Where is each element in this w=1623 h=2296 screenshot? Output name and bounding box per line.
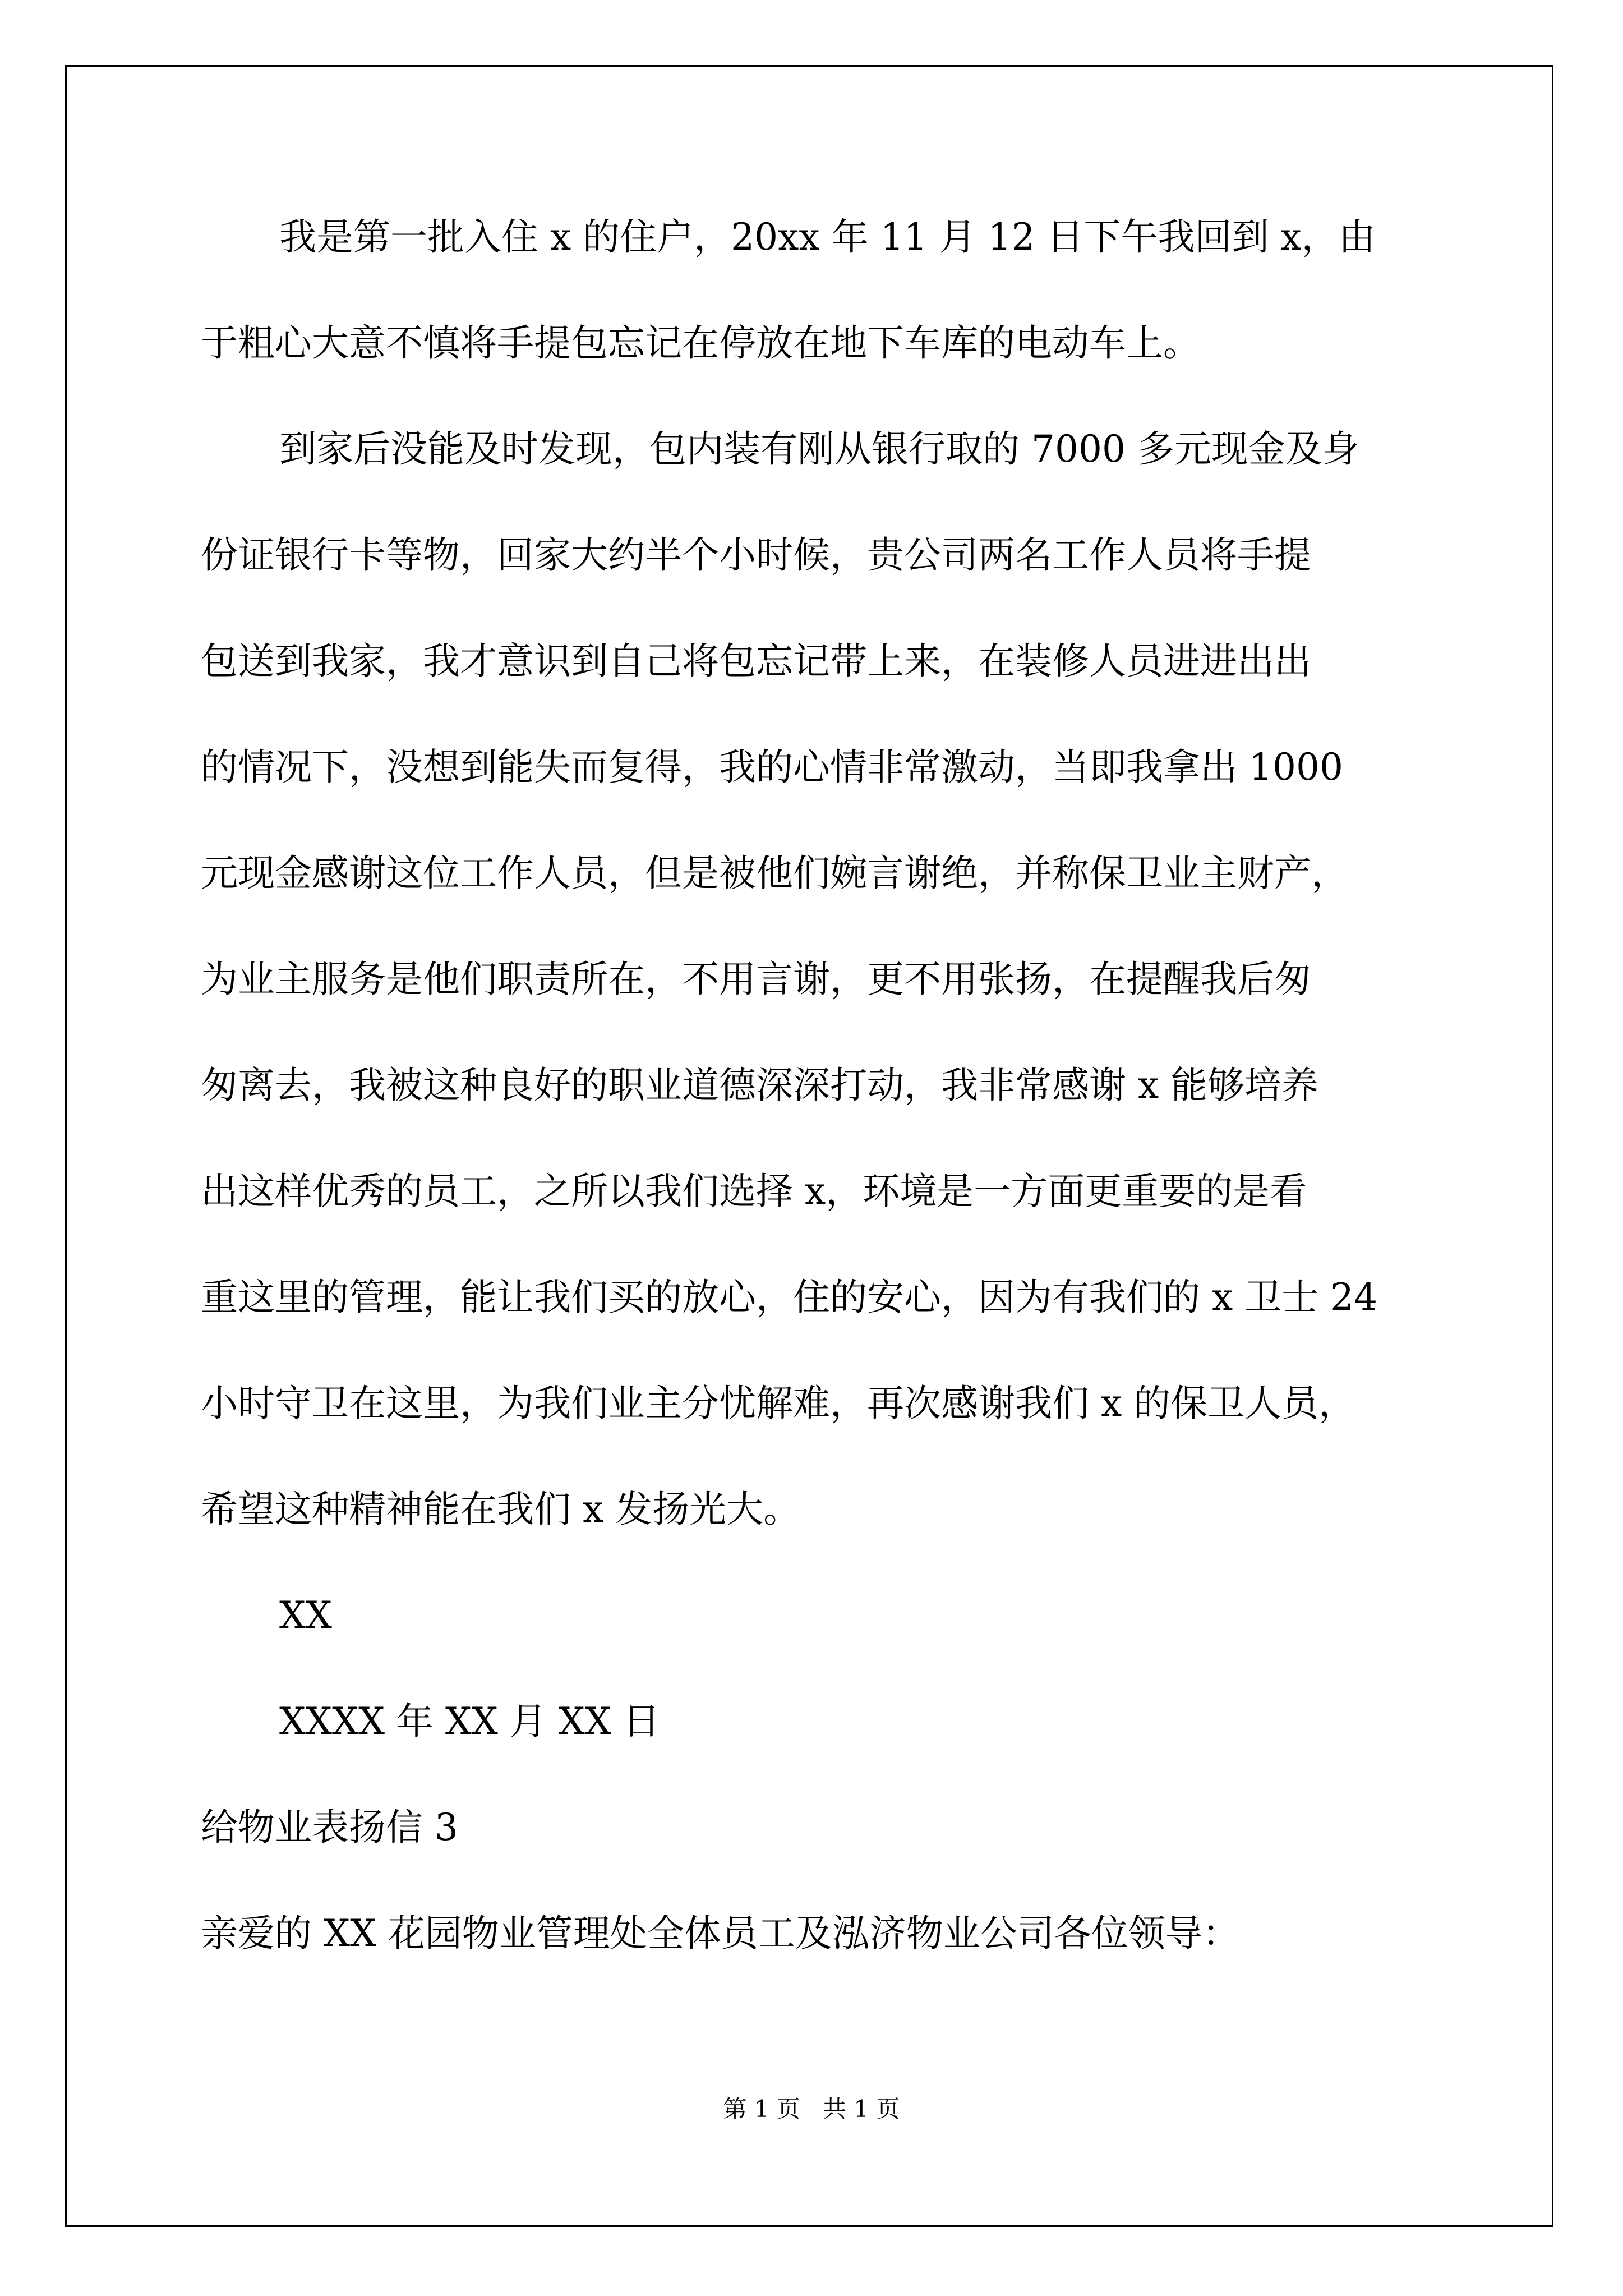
salutation: 亲爱的 XX 花园物业管理处全体员工及泓济物业公司各位领导： bbox=[201, 1912, 1239, 1955]
page-border bbox=[65, 65, 1553, 2227]
paragraph-line: 的情况下，没想到能失而复得，我的心情非常激动，当即我拿出 1000 bbox=[201, 746, 1343, 789]
paragraph-line: 重这里的管理，能让我们买的放心，住的安心，因为有我们的 x 卫士 24 bbox=[201, 1276, 1378, 1319]
paragraph-line: 希望这种精神能在我们 x 发扬光大。 bbox=[201, 1488, 801, 1531]
paragraph-line: 小时守卫在这里，为我们业主分忧解难，再次感谢我们 x 的保卫人员， bbox=[201, 1382, 1356, 1425]
paragraph-line: 匆离去，我被这种良好的职业道德深深打动，我非常感谢 x 能够培养 bbox=[201, 1064, 1319, 1107]
section-title: 给物业表扬信 3 bbox=[201, 1806, 458, 1849]
paragraph-line: 到家后没能及时发现，包内装有刚从银行取的 7000 多元现金及身 bbox=[279, 427, 1359, 471]
paragraph-line: 元现金感谢这位工作人员，但是被他们婉言谢绝，并称保卫业主财产， bbox=[201, 852, 1348, 895]
page-number: 第 1 页 共 1 页 bbox=[723, 2095, 900, 2123]
paragraph-line: 包送到我家，我才意识到自己将包忘记带上来，在装修人员进进出出 bbox=[201, 639, 1311, 683]
paragraph-line: 我是第一批入住 x 的住户，20xx 年 11 月 12 日下午我回到 x，由 bbox=[279, 215, 1376, 259]
paragraph-line: 出这样优秀的员工，之所以我们选择 x，环境是一方面更重要的是看 bbox=[201, 1170, 1307, 1213]
signature-name: XX bbox=[279, 1594, 332, 1637]
paragraph-line: 为业主服务是他们职责所在，不用言谢，更不用张扬，在提醒我后匆 bbox=[201, 958, 1311, 1001]
signature-date: XXXX 年 XX 月 XX 日 bbox=[279, 1700, 660, 1743]
paragraph-line: 份证银行卡等物，回家大约半个小时候，贵公司两名工作人员将手提 bbox=[201, 533, 1311, 577]
paragraph-line: 于粗心大意不慎将手提包忘记在停放在地下车库的电动车上。 bbox=[201, 321, 1200, 365]
